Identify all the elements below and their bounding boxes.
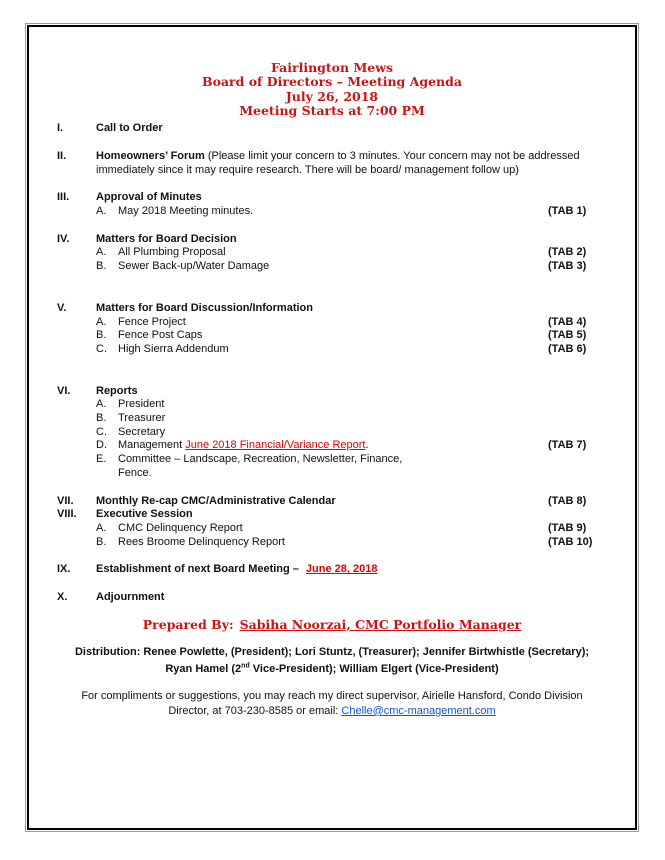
agenda-subrow xyxy=(57,246,607,260)
agenda-item-homeowners-forum xyxy=(57,150,607,177)
page-content xyxy=(29,27,635,718)
agenda-subrow xyxy=(57,398,607,412)
agenda-item-adjournment xyxy=(57,591,607,605)
tab-reference: (TAB 2) xyxy=(548,246,587,259)
item-numeral: II. xyxy=(57,149,67,162)
agenda-row xyxy=(57,591,607,605)
item-numeral: VIII. xyxy=(57,508,77,521)
sub-item-text xyxy=(118,439,548,453)
distribution-line2-post: Vice-President); William Elgert (Vice-President) xyxy=(249,662,499,675)
sub-item-label: B. xyxy=(96,535,107,548)
sub-item-label: A. xyxy=(96,205,107,217)
item-heading: Adjournment xyxy=(96,591,165,604)
agenda-list xyxy=(57,122,607,605)
sub-item-text: Treasurer xyxy=(118,412,166,425)
sub-item-label: D. xyxy=(96,439,107,452)
doc-title: Fairlington Mews xyxy=(270,60,394,75)
agenda-subrow xyxy=(57,536,607,550)
agenda-item-reports xyxy=(57,385,607,481)
tab-reference: (TAB 9) xyxy=(548,521,587,534)
agenda-subrow xyxy=(57,439,607,453)
sub-item-text: Fence Post Caps xyxy=(118,329,203,342)
contact-note xyxy=(57,689,607,718)
contact-line2-pre: Director, at 703-230-8585 or email: xyxy=(168,704,342,717)
item-text: (Please limit your concern to 3 minutes. Your concern may not be addressed xyxy=(207,149,580,162)
agenda-row xyxy=(57,508,607,522)
sub-item-text: President xyxy=(118,398,165,411)
distribution-line2-pre: Ryan Hamel (2 xyxy=(165,662,242,675)
item-heading xyxy=(96,563,548,577)
agenda-item-board-decision xyxy=(57,233,607,274)
next-meeting-label: Establishment of next Board Meeting – xyxy=(96,563,299,576)
item-text: immediately since it may require research. There will be board/ management follow up) xyxy=(96,163,519,176)
sub-item-text: All Plumbing Proposal xyxy=(118,246,226,259)
agenda-row xyxy=(57,122,607,136)
document-header xyxy=(57,61,607,118)
item-heading: Homeowners’ Forum xyxy=(96,149,205,162)
tab-reference: (TAB 7) xyxy=(548,439,587,452)
prepared-by-line xyxy=(57,617,607,632)
sub-item-text: CMC Delinquency Report xyxy=(118,521,243,534)
sub-item-label: E. xyxy=(96,453,107,466)
sub-item-label: A. xyxy=(96,315,107,328)
agenda-subrow xyxy=(57,412,607,426)
agenda-subrow xyxy=(57,205,607,219)
tab-reference: (TAB 8) xyxy=(548,494,587,507)
agenda-row xyxy=(57,233,607,247)
item-paragraph xyxy=(96,150,607,177)
agenda-item-next-meeting xyxy=(57,563,607,577)
sub-item-text: High Sierra Addendum xyxy=(118,342,229,355)
agenda-item-approval-of-minutes xyxy=(57,191,607,218)
sub-item-label: B. xyxy=(96,329,107,342)
sub-item-label: A. xyxy=(96,521,107,534)
portfolio-manager-link[interactable]: Sabiha Noorzai, CMC Portfolio Manager xyxy=(239,616,522,632)
item-heading: Executive Session xyxy=(96,508,193,521)
agenda-item-executive-session xyxy=(57,508,607,549)
agenda-subrow xyxy=(57,453,607,480)
contact-line1: For compliments or suggestions, you may reach my direct supervisor, Airielle Hansford, Condo Division xyxy=(81,690,583,703)
item-numeral: IV. xyxy=(57,232,70,245)
agenda-row xyxy=(57,191,607,205)
sub-item-label: A. xyxy=(96,246,107,259)
agenda-subrow xyxy=(57,343,607,357)
item-numeral: III. xyxy=(57,191,70,204)
item-numeral: V. xyxy=(57,301,67,314)
item-numeral: VI. xyxy=(57,384,71,397)
management-report-suffix: . xyxy=(365,439,369,452)
sub-item-label: B. xyxy=(96,260,107,273)
sub-item-label: C. xyxy=(96,425,107,438)
item-heading: Approval of Minutes xyxy=(96,191,202,204)
agenda-item-monthly-recap xyxy=(57,495,607,509)
ordinal-superscript: nd xyxy=(241,662,250,670)
item-heading: Matters for Board Decision xyxy=(96,232,237,245)
agenda-subrow xyxy=(57,316,607,330)
sub-item-text: Rees Broome Delinquency Report xyxy=(118,535,285,548)
sub-item-label: C. xyxy=(96,342,107,355)
item-numeral: I. xyxy=(57,122,64,135)
item-heading: Matters for Board Discussion/Information xyxy=(96,301,313,314)
agenda-item-board-discussion xyxy=(57,302,607,357)
item-numeral: VII. xyxy=(57,494,74,507)
sub-item-label: A. xyxy=(96,398,107,411)
agenda-subrow xyxy=(57,426,607,440)
agenda-page xyxy=(27,25,637,830)
agenda-row xyxy=(57,302,607,316)
tab-reference: (TAB 6) xyxy=(548,342,587,355)
agenda-row xyxy=(57,495,607,509)
distribution-line1: Distribution: Renee Powlette, (President); Lori Stuntz, (Treasurer); Jennifer Birtwhistle (Secretary); xyxy=(74,645,590,658)
doc-date: July 26, 2018 xyxy=(285,88,379,104)
prepared-by-label: Prepared By: xyxy=(142,616,234,632)
sub-item-label: B. xyxy=(96,412,107,425)
tab-reference: (TAB 3) xyxy=(548,260,587,273)
management-report-prefix: Management xyxy=(118,439,183,452)
item-heading: Monthly Re-cap CMC/Administrative Calendar xyxy=(96,494,336,507)
distribution-line2 xyxy=(165,663,498,675)
agenda-subrow xyxy=(57,522,607,536)
contact-line2 xyxy=(168,705,495,717)
tab-reference: (TAB 4) xyxy=(548,315,587,328)
sub-item-text: May 2018 Meeting minutes. xyxy=(118,205,254,217)
item-numeral: IX. xyxy=(57,563,71,576)
sub-item-text: Secretary xyxy=(118,425,166,438)
tab-reference: (TAB 5) xyxy=(548,329,587,342)
item-heading: Call to Order xyxy=(96,122,163,135)
agenda-row xyxy=(57,150,607,177)
next-meeting-date-link[interactable]: June 28, 2018 xyxy=(305,563,378,576)
distribution-list xyxy=(57,645,607,677)
item-heading: Reports xyxy=(96,384,138,397)
sub-item-text xyxy=(118,453,548,480)
tab-reference: (TAB 10) xyxy=(548,535,593,548)
agenda-row xyxy=(57,563,607,577)
agenda-row xyxy=(57,385,607,399)
doc-start-time: Meeting Starts at 7:00 PM xyxy=(239,102,425,118)
agenda-subrow xyxy=(57,329,607,343)
financial-variance-report-link[interactable]: June 2018 Financial/Variance Report xyxy=(185,439,366,452)
committee-line2: Fence. xyxy=(118,466,152,479)
email-link[interactable]: Chelle@cmc-management.com xyxy=(341,704,496,717)
agenda-subrow xyxy=(57,260,607,274)
sub-item-text: Sewer Back-up/Water Damage xyxy=(118,260,270,273)
doc-subtitle: Board of Directors – Meeting Agenda xyxy=(202,74,462,90)
item-numeral: X. xyxy=(57,591,68,604)
committee-line1: Committee – Landscape, Recreation, Newsletter, Finance, xyxy=(118,453,403,466)
sub-item-text: Fence Project xyxy=(118,315,186,328)
tab-reference: (TAB 1) xyxy=(548,205,587,217)
agenda-item-call-to-order xyxy=(57,122,607,136)
